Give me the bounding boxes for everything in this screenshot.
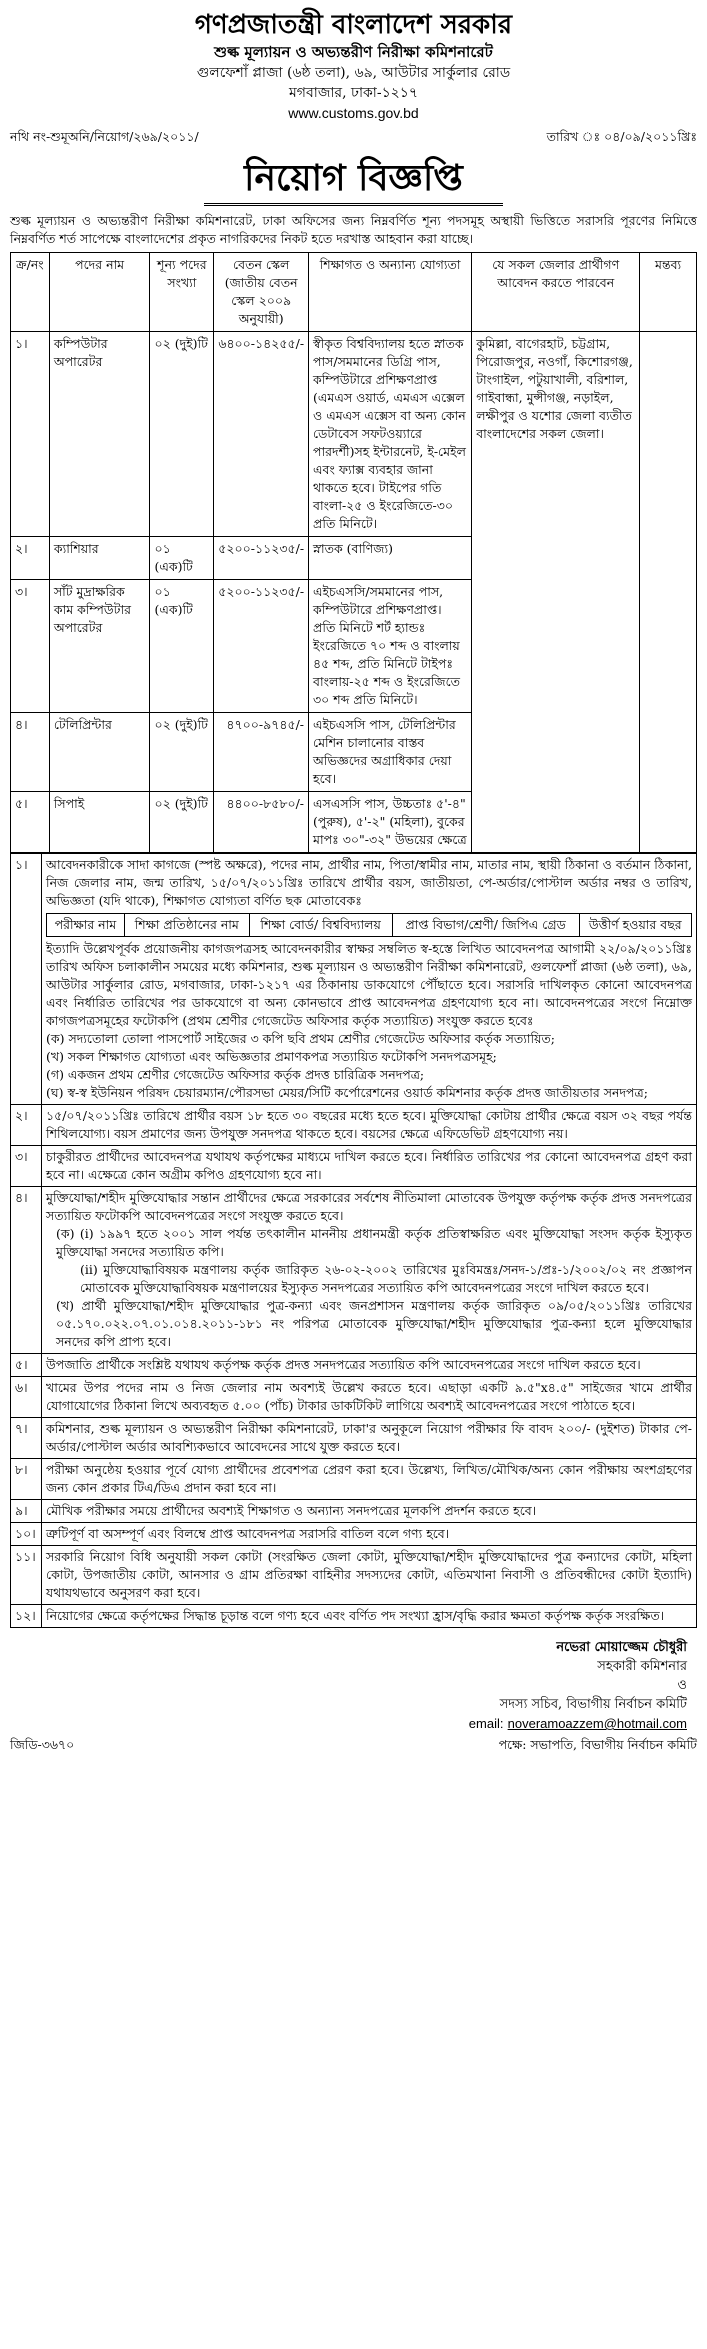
education-format-header: [47, 914, 692, 937]
row-post: সিপাই: [49, 792, 150, 853]
clause-row: [11, 1187, 697, 1354]
clause-number: ৯।: [11, 1500, 42, 1523]
clause-text: ১৫/০৭/২০১১খ্রিঃ তারিখে প্রার্থীর বয়স ১৮ হতে ৩০ বছরের মধ্যে হতে হবে। মুক্তিযোদ্ধা কোটায় প্রার্থীর ক্ষেত্রে বয়স ৩২ বছর পর্যন্ত শিথিলযোগ্য। বয়স প্রমাণের জন্য উপযুক্ত সনদপত্র থাকতে হবে। বয়সের ক্ষেত্রে এফিডেভিট গ্রহণযোগ্য নয়।: [42, 1105, 697, 1146]
col-remarks: মন্তব্য: [640, 253, 697, 332]
clause-1-continued: ইত্যাদি উল্লেখপূর্বক প্রয়োজনীয় কাগজপত্রসহ আবেদনকারীর স্বাক্ষর সম্বলিত স্ব-হস্তে লিখিত আবেদনপত্র আগামী ২২/০৯/২০১১খ্রিঃ তারিখ অফিস চলাকালীন সময়ের মধ্যে কমিশনার, শুল্ক মূল্যায়ন ও অভ্যন্তরীণ নিরীক্ষা কমিশনারেট, গুলফেশাঁ প্লাজা (৬ষ্ঠ তলা), ৬৯, আউটার সার্কুলার রোড, মগবাজার, ঢাকা-১২১৭ এর ঠিকানায় ডাকযোগে পৌঁছাতে হবে। সরাসরি দাখিলকৃত কোনো আবেদনপত্র এবং নির্ধারিত তারিখের পর ডাকযোগে বা অন্য কোনভাবে প্রাপ্ত আবেদনপত্র গ্রহণযোগ্য হবে না। আবেদনপত্রের সংগে নিম্নোক্ত কাগজপত্রসমূহের ফটোকপি (প্রথম শ্রেণীর গেজেটেড অফিসার কর্তৃক সত্যায়িত) সংযুক্ত করতে হবেঃ: [46, 941, 692, 1028]
row-count: ০১ (এক)টি: [150, 580, 214, 713]
clause-number: ৭।: [11, 1418, 42, 1459]
clause-row: [11, 1500, 697, 1523]
edu-col-grade: প্রাপ্ত বিভাগ/শ্রেণী/ জিপিএ গ্রেড: [392, 914, 579, 937]
clause-number: ১২।: [11, 1605, 42, 1628]
notice-title: [10, 153, 697, 206]
attachment-item: (ঘ) স্ব-স্ব ইউনিয়ন পরিষদ চেয়ারম্যান/পৌরসভা মেয়র/সিটি কর্পোরেশনের ওয়ার্ড কমিশনার কর্তৃক প্রদত্ত জাতীয়তার সনদপত্র;: [46, 1085, 648, 1100]
col-post: পদের নাম: [49, 253, 150, 332]
row-sl: ৪।: [11, 713, 50, 792]
row-district: কুমিল্লা, বাগেরহাট, চট্টগ্রাম, পিরোজপুর, নওগাঁ, কিশোরগঞ্জ, টাংগাইল, পটুয়াখালী, বরিশাল, গাইবান্ধা, মুন্সীগঞ্জ, নড়াইল, লক্ষীপুর ও যশোর জেলা ব্যতীত বাংলাদেশের সকল জেলা।: [472, 332, 640, 853]
clause-row: [11, 1523, 697, 1546]
clause-number: ১১।: [11, 1546, 42, 1605]
row-scale: ৬৪০০-১৪২৫৫/-: [214, 332, 309, 537]
clause-row: [11, 1105, 697, 1146]
clause-row: [11, 854, 697, 1105]
footer: [10, 1736, 697, 1754]
clause-row: [11, 1354, 697, 1377]
clause-4-sub: (ii) মুক্তিযোদ্ধাবিষয়ক মন্ত্রণালয় কর্তৃক জারিকৃত ২৬-০২-২০০২ তারিখের মুঃবিমন্ত্রঃ/সনদ-১/প্রঃ-১/২০০২/০২ নং প্রজ্ঞাপন মোতাবেক মুক্তিযোদ্ধাবিষয়ক মন্ত্রণালয়ের ইস্যুকৃত সনদপত্রের সত্যায়িত কপি আবেদনপত্রের সংগে দাখিল করতে হবে।: [80, 1262, 692, 1295]
education-format-table: [46, 913, 692, 937]
row-qualification: স্নাতক (বাণিজ্য): [309, 537, 472, 580]
clause-text: কমিশনার, শুল্ক মূল্যায়ন ও অভ্যন্তরীণ নিরীক্ষা কমিশনারেট, ঢাকা'র অনুকূলে নিয়োগ পরীক্ষার ফি বাবদ ২০০/- (দুইশত) টাকার পে-অর্ডার/পোস্টাল অর্ডার আবশ্যিকভাবে আবেদনের সাথে যুক্ত করতে হবে।: [42, 1418, 697, 1459]
edu-col-year: উত্তীর্ণ হওয়ার বছর: [579, 914, 691, 937]
col-count: শূন্য পদের সংখ্যা: [150, 253, 214, 332]
row-scale: ৪৪০০-৮৫৮০/-: [214, 792, 309, 853]
memo-number: নথি নং-শুমূঅনি/নিয়োগ/২৬৯/২০১১/: [10, 129, 199, 144]
row-qualification: স্বীকৃত বিশ্ববিদ্যালয় হতে স্নাতক পাস/সমমানের ডিগ্রি পাস, কম্পিউটারে প্রশিক্ষণপ্রাপ্ত (এমএস ওয়ার্ড, এমএস এক্সেল ও এমএস এক্সেস বা অন্য কোন ডেটাবেস সফটওয়্যারে পারদর্শী)সহ ইন্টারনেট, ই-মেইল এবং ফ্যাক্স ব্যবহার জানা থাকতে হবে। টাইপের গতি বাংলা-২৫ ও ইংরেজিতে-৩০ প্রতি মিনিটে।: [309, 332, 472, 537]
govt-name: গণপ্রজাতন্ত্রী বাংলাদেশ সরকার: [194, 10, 513, 40]
clause-number: ২।: [11, 1105, 42, 1146]
job-table-header: [11, 253, 697, 332]
row-sl: ৫।: [11, 792, 50, 853]
col-qualification: শিক্ষাগত ও অন্যান্য যোগ্যতা: [309, 253, 472, 332]
signature-block: [10, 1638, 697, 1734]
clause-text: উপজাতি প্রার্থীকে সংশ্লিষ্ট যথাযথ কর্তৃপক্ষ কর্তৃক প্রদত্ত সনদপত্রের সত্যায়িত কপি আবেদনপত্রের সংগে দাখিল করতে হবে।: [42, 1354, 697, 1377]
row-sl: ৩।: [11, 580, 50, 713]
row-remarks: [640, 332, 697, 853]
clause-number: ৫।: [11, 1354, 42, 1377]
row-count: ০২ (দুই)টি: [150, 713, 214, 792]
reference-row: [10, 127, 697, 147]
clause-row: [11, 1605, 697, 1628]
attachment-item: (খ) সকল শিক্ষাগত যোগ্যতা এবং অভিজ্ঞতার প্রমাণকপত্র সত্যায়িত ফটোকপি সনদপত্রসমূহ;: [46, 1049, 497, 1064]
clause-text: [42, 854, 697, 1105]
email-label: email:: [468, 1716, 504, 1731]
row-sl: ১।: [11, 332, 50, 537]
intro-paragraph: শুল্ক মূল্যায়ন ও অভ্যন্তরীণ নিরীক্ষা কমিশনারেট, ঢাকা অফিসের জন্য নিম্নবর্ণিত শূন্য পদসমূহ অস্থায়ী ভিত্তিতে সরাসরি পূরণের নিমিত্তে নিম্নবর্ণিত শর্ত সাপেক্ষে বাংলাদেশের প্রকৃত নাগরিকদের নিকট হতে দরখাস্ত আহবান করা যাচ্ছে।: [10, 213, 697, 246]
row-qualification: এইচএসসি/সমমানের পাস, কম্পিউটারে প্রশিক্ষণপ্রাপ্ত। প্রতি মিনিটে শর্ট হ্যান্ডঃ ইংরেজিতে ৭০ শব্দ ও বাংলায় ৪৫ শব্দ, প্রতি মিনিটে টাইপঃ বাংলায়-২৫ শব্দ ও ইংরেজিতে ৩০ শব্দ প্রতি মিনিটে।: [309, 580, 472, 713]
clause-row: [11, 1377, 697, 1418]
clause-text: ত্রুটিপূর্ণ বা অসম্পূর্ণ এবং বিলম্বে প্রাপ্ত আবেদনপত্র সরাসরি বাতিল বলে গণ্য হবে।: [42, 1523, 697, 1546]
row-scale: ৫২০০-১১২৩৫/-: [214, 537, 309, 580]
edu-col-institution: শিক্ষা প্রতিষ্ঠানের নাম: [124, 914, 249, 937]
signatory-designation: সহকারী কমিশনার: [597, 1659, 687, 1674]
clause-row: [11, 1459, 697, 1500]
clause-row: [11, 1546, 697, 1605]
clause-number: ৮।: [11, 1459, 42, 1500]
table-row: [11, 332, 697, 537]
address-line-1: গুলফেশাঁ প্লাজা (৬ষ্ঠ তলা), ৬৯, আউটার সার্কুলার রোড: [196, 65, 511, 81]
row-count: ০২ (দুই)টি: [150, 792, 214, 853]
clause-4-text: মুক্তিযোদ্ধা/শহীদ মুক্তিযোদ্ধার সন্তান প্রার্থীদের ক্ষেত্রে সরকারের সর্বশেষ নীতিমালা মোতাবেক উপযুক্ত কর্তৃপক্ষ কর্তৃক প্রদত্ত সনদপত্রের সত্যায়িত ফটোকপি আবেদনপত্রের সংগে সংযুক্ত করতে হবে।: [46, 1190, 692, 1223]
clause-text: নিয়োগের ক্ষেত্রে কর্তৃপক্ষের সিদ্ধান্ত চূড়ান্ত বলে গণ্য হবে এবং বর্ণিত পদ সংখ্যা হ্রাস/বৃদ্ধি করার ক্ষমতা কর্তৃপক্ষ কর্তৃক সংরক্ষিত।: [42, 1605, 697, 1628]
signatory-and: ও: [677, 1678, 687, 1693]
col-scale: বেতন স্কেল (জাতীয় বেতন স্কেল ২০০৯ অনুযায়ী): [214, 253, 309, 332]
notice-date: তারিখ ঃ ০৪/০৯/২০১১খ্রিঃ: [546, 129, 697, 144]
job-table: [10, 252, 697, 853]
clause-row: [11, 1146, 697, 1187]
email-link[interactable]: noveramoazzem@hotmail.com: [507, 1716, 687, 1731]
clause-4-sub: (খ) প্রার্থী মুক্তিযোদ্ধা/শহীদ মুক্তিযোদ্ধার পুত্র-কন্যা এবং জনপ্রশাসন মন্ত্রণালয় কর্তৃক জারিকৃত ০৯/০৫/২০১১খ্রিঃ তারিখের ০৫.১৭০.০২২.০৭.০১.০১৪.২০১১-১৮১ নং পরিপত্র মোতাবেক মুক্তিযোদ্ধা/শহীদ মুক্তিযোদ্ধার পুত্র-কন্যা হলে মুক্তিযোদ্ধার সনদের কপি প্রাপ্য হবে।: [56, 1298, 692, 1349]
row-post: ক্যাশিয়ার: [49, 537, 150, 580]
row-qualification: এসএসসি পাস, উচ্চতাঃ ৫'-৪" (পুরুষ), ৫'-২" (মহিলা), বুকের মাপঃ ৩০"-৩২" উভয়ের ক্ষেত্রে: [309, 792, 472, 853]
clause-number: ৬।: [11, 1377, 42, 1418]
clause-text: [42, 1187, 697, 1354]
row-post: কম্পিউটার অপারেটর: [49, 332, 150, 537]
row-count: ০২ (দুই)টি: [150, 332, 214, 537]
row-sl: ২।: [11, 537, 50, 580]
clause-number: ১।: [11, 854, 42, 1105]
col-district: যে সকল জেলার প্রার্থীগণ আবেদন করতে পারবেন: [472, 253, 640, 332]
clause-number: ৩।: [11, 1146, 42, 1187]
clause-1-text: আবেদনকারীকে সাদা কাগজে (স্পষ্ট অক্ষরে), পদের নাম, প্রার্থীর নাম, পিতা/স্বামীর নাম, মাতার নাম, স্থায়ী ঠিকানা ও বর্তমান ঠিকানা, নিজ জেলার নাম, জন্ম তারিখ, ১৫/০৭/২০১১খ্রিঃ তারিখে প্রার্থীর বয়স, জাতীয়তা, পে-অর্ডার/পোস্টাল অর্ডার নম্বর ও তারিখ, অভিজ্ঞতা (যদি থাকে), শিক্ষাগত যোগ্যতা বর্ণিত ছক মোতাবেকঃ: [46, 857, 692, 908]
attachment-item: (ক) সদ্যতোলা তোলা পাসপোর্ট সাইজের ৩ কপি ছবি প্রথম শ্রেণীর গেজেটেড অফিসার কর্তৃক সত্যায়িত;: [46, 1031, 556, 1046]
row-post: সাঁট মুদ্রাক্ষরিক কাম কম্পিউটার অপারেটর: [49, 580, 150, 713]
row-scale: ৪৭০০-৯৭৪৫/-: [214, 713, 309, 792]
row-count: ০১ (এক)টি: [150, 537, 214, 580]
signatory-name: নভেরা মোয়াজ্জেম চৌধুরী: [556, 1640, 687, 1655]
on-behalf: পক্ষে: সভাপতি, বিভাগীয় নির্বাচন কমিটি: [498, 1737, 697, 1752]
clause-4-sub: (ক) (i) ১৯৯৭ হতে ২০০১ সাল পর্যন্ত তৎকালীন মাননীয় প্রধানমন্ত্রী কর্তৃক প্রতিস্বাক্ষরিত এবং মুক্তিযোদ্ধা সংসদ কর্তৃক ইস্যুকৃত মুক্তিযোদ্ধা সনদের সত্যায়িত কপি।: [56, 1226, 692, 1259]
office-name: শুল্ক মূল্যায়ন ও অভ্যন্তরীণ নিরীক্ষা কমিশনারেট: [214, 43, 493, 61]
clause-text: পরীক্ষা অনুষ্ঠেয় হওয়ার পূর্বে যোগ্য প্রার্থীদের প্রবেশপত্র প্রেরণ করা হবে। উল্লেখ্য, লিখিত/মৌখিক/অন্য কোন পরীক্ষায় অংশগ্রহণের জন্য কোন প্রকার টিএ/ডিএ প্রদান করা হবে না।: [42, 1459, 697, 1500]
signatory-role: সদস্য সচিব, বিভাগীয় নির্বাচন কমিটি: [499, 1697, 687, 1712]
notice-page: [10, 0, 697, 1754]
title-text: নিয়োগ বিজ্ঞপ্তি: [204, 153, 503, 206]
signatory-email-row: [10, 1714, 687, 1734]
edu-col-exam: পরীক্ষার নাম: [47, 914, 125, 937]
clause-text: সরকারি নিয়োগ বিধি অনুযায়ী সকল কোটা (সংরক্ষিত জেলা কোটা, মুক্তিযোদ্ধা/শহীদ মুক্তিযোদ্ধাদের পুত্র কন্যাদের কোটা, মহিলা কোটা, উপজাতীয় কোটা, আনসার ও গ্রাম প্রতিরক্ষা বাহিনীর সদস্যদের কোটা, এতিমখানা নিবাসী ও প্রতিবন্ধীদের কোটা ইত্যাদি) যথাযথভাবে অনুসরণ করা হবে।: [42, 1546, 697, 1605]
clause-text: চাকুরীরত প্রার্থীদের আবেদনপত্র যথাযথ কর্তৃপক্ষের মাধ্যমে দাখিল করতে হবে। নির্ধারিত তারিখের পর কোনো আবেদনপত্র গ্রহণ করা হবে না। এক্ষেত্রে কোন অগ্রীম কপিও গ্রহণযোগ্য হবে না।: [42, 1146, 697, 1187]
row-qualification: এইচএসসি পাস, টেলিপ্রিন্টার মেশিন চালানোর বাস্তব অভিজ্ঞদের অগ্রাধিকার দেয়া হবে।: [309, 713, 472, 792]
website-link[interactable]: www.customs.gov.bd: [288, 105, 419, 121]
conditions-table: [10, 853, 697, 1628]
clause-number: ৪।: [11, 1187, 42, 1354]
attachment-item: (গ) একজন প্রথম শ্রেণীর গেজেটেড অফিসার কর্তৃক প্রদত্ত চারিত্রিক সনদপত্র;: [46, 1067, 425, 1082]
header: [10, 8, 697, 123]
dfp-code: জিডি-৩৬৭০: [10, 1737, 75, 1752]
address-line-2: মগবাজার, ঢাকা-১২১৭: [289, 85, 418, 101]
edu-col-board: শিক্ষা বোর্ড/ বিশ্ববিদ্যালয়: [249, 914, 392, 937]
clause-row: [11, 1418, 697, 1459]
col-sl: ক্র/নং: [11, 253, 50, 332]
clause-text: মৌখিক পরীক্ষার সময়ে প্রার্থীদের অবশ্যই শিক্ষাগত ও অন্যান্য সনদপত্রের মূলকপি প্রদর্শন করতে হবে।: [42, 1500, 697, 1523]
row-scale: ৫২০০-১১২৩৫/-: [214, 580, 309, 713]
clause-number: ১০।: [11, 1523, 42, 1546]
clause-text: খামের উপর পদের নাম ও নিজ জেলার নাম অবশ্যই উল্লেখ করতে হবে। এছাড়া একটি ৯.৫"x৪.৫" সাইজের খামে প্রার্থীর যোগাযোগের ঠিকানা লিখে অব্যবহৃত ৫.০০ (পাঁচ) টাকার ডাকটিকিট লাগিয়ে অবশ্যই আবেদনপত্রের সংগে পাঠাতে হবে।: [42, 1377, 697, 1418]
row-post: টেলিপ্রিন্টার: [49, 713, 150, 792]
